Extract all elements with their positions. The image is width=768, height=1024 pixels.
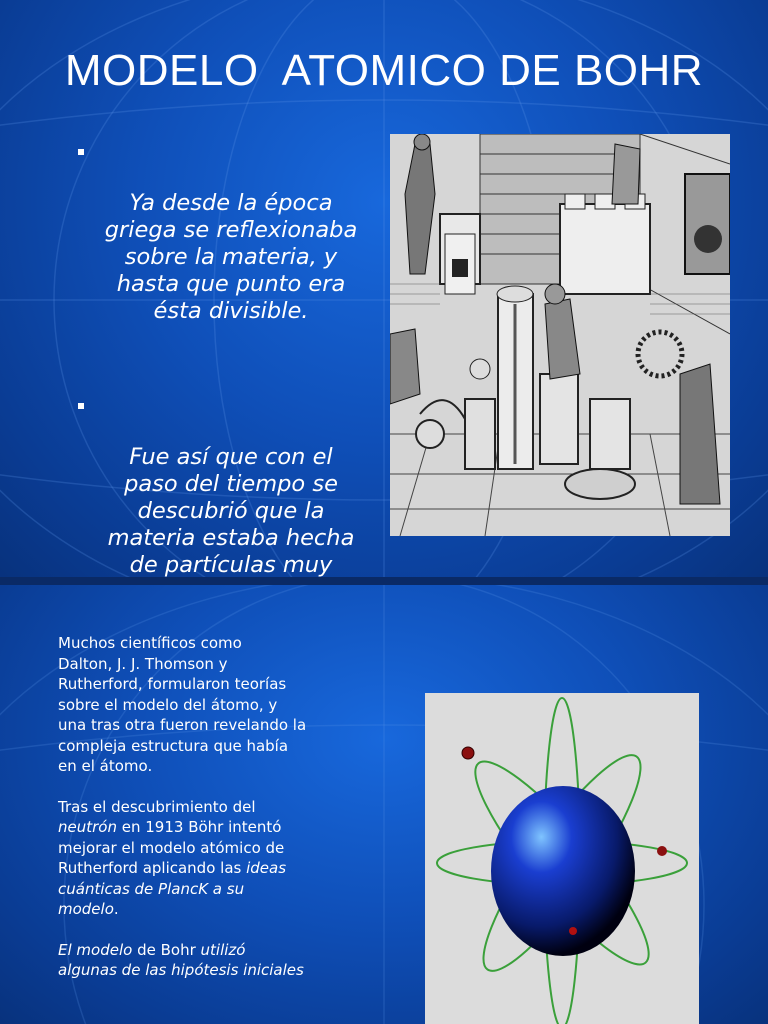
text-run-italic: El modelo [58, 940, 138, 959]
text-run: Tras el descubrimiento del [58, 797, 256, 816]
paragraph [58, 797, 358, 920]
bullet-text: Fue así que con el paso del tiempo se descubrió que la materia estaba hecha de partículas muy [107, 444, 355, 577]
paragraph [58, 940, 358, 981]
slide-separator [0, 577, 768, 585]
square-bullet-icon [78, 403, 84, 409]
alchemy-laboratory-engraving-icon [390, 134, 730, 536]
text-run: de [137, 940, 156, 959]
bullet-item [62, 390, 382, 577]
bullet-item [62, 136, 382, 352]
paragraph: Muchos científicos como Dalton, J. J. Thomson y Rutherford, formularon teorías sobre el modelo del átomo, y una tras otra fueron revelando la compleja estructura que había en el átomo. [58, 634, 307, 775]
text-run-italic: utilizó algunas de las hipótesis iniciales [58, 940, 304, 979]
text-run-italic: ideas cuánticas de PlancK a su modelo [58, 859, 287, 918]
text-run: en 1913 Böhr intentó mejorar el modelo atómico de Rutherford aplicando las [58, 818, 285, 877]
bullet-text: Ya desde la época griega se reflexionaba sobre la materia, y hasta que punto era ésta divisible. [104, 190, 358, 324]
bohr-atom-model-icon [425, 693, 699, 1024]
text-run: Bohr [155, 940, 201, 959]
bullet-list [62, 136, 382, 577]
text-run: . [113, 900, 119, 918]
page-title: MODELO ATOMICO DE BOHR [64, 46, 704, 95]
slide-2 [0, 585, 768, 1024]
text-run-italic: neutrón [58, 818, 117, 836]
slide-2-text [58, 633, 358, 1001]
square-bullet-icon [78, 149, 84, 155]
